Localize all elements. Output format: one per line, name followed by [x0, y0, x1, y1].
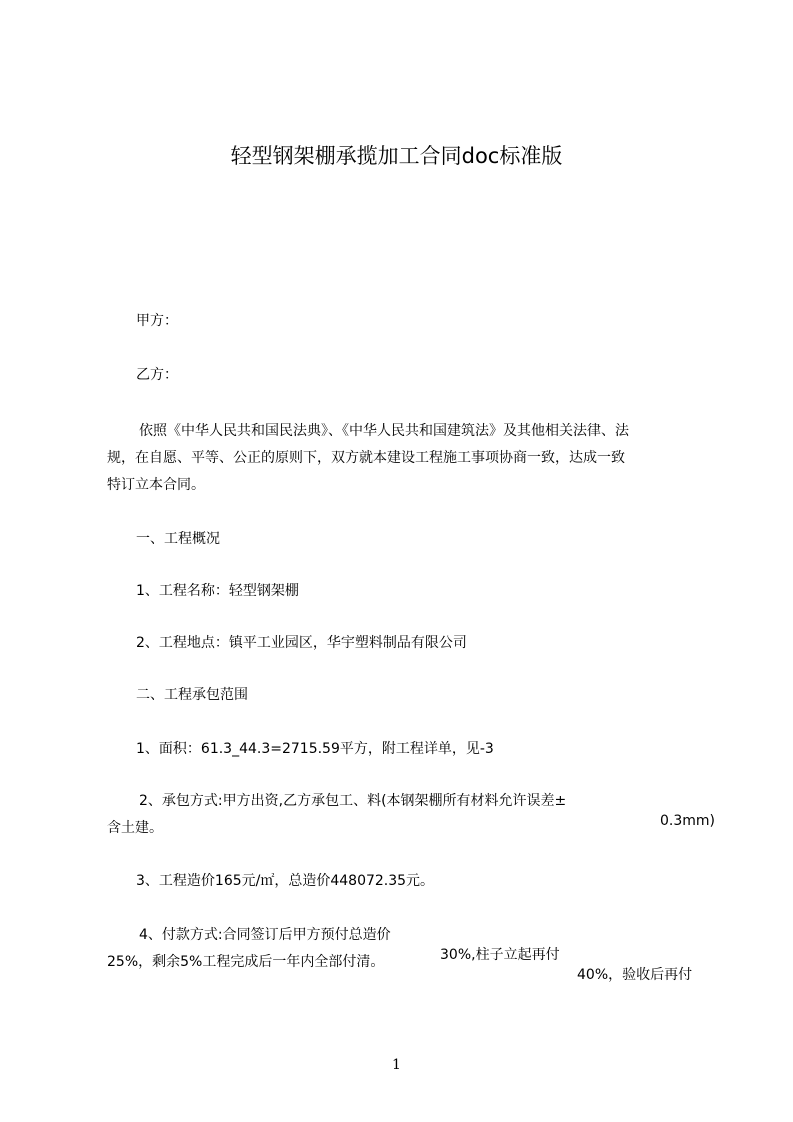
section-2-heading: [0, 665, 793, 705]
page-number: 1: [392, 1057, 401, 1073]
contract-mode-text: 2、承包方式:甲方出资,乙方承包工、料(本钢架棚所有材料允许误差±: [139, 793, 567, 809]
preamble-text-2: 规，在自愿、平等、公正的原则下，双方就本建设工程施工事项协商一致，达成一致: [107, 450, 625, 466]
section-2-item-2-continued: [0, 798, 793, 838]
section-1-heading: [0, 509, 793, 549]
preamble-line-3: [0, 455, 793, 495]
payment-text-1: 4、付款方式:合同签订后甲方预付总造价: [139, 927, 391, 943]
area-text: 1、面积：61.3_44.3=2715.59平方，附工程详单，见-3: [136, 741, 494, 757]
party-a-line: [0, 291, 793, 331]
party-a-label: 甲方：: [136, 313, 178, 329]
preamble-text-1: 依照《中华人民共和国民法典》、《中华人民共和国建筑法》及其他相关法律、法: [139, 423, 629, 439]
contract-mode-continued-text: 含土建。: [107, 820, 163, 836]
project-location-text: 2、工程地点：镇平工业园区，华宇塑料制品有限公司: [136, 635, 467, 651]
section-1-item-2: [0, 613, 793, 653]
section-1-item-1: [0, 561, 793, 601]
cost-text: 3、工程造价165元/㎡，总造价448072.35元。: [136, 873, 435, 889]
payment-text-2: 30%,柱子立起再付: [440, 947, 560, 963]
tolerance-text: 0.3mm): [660, 813, 716, 829]
party-b-line: [0, 345, 793, 385]
section-2-item-1: [0, 719, 793, 759]
party-b-label: 乙方：: [136, 367, 178, 383]
preamble-text-3: 特订立本合同。: [107, 477, 205, 493]
project-name-text: 1、工程名称：轻型钢架棚: [136, 583, 299, 599]
payment-text-continued: 25%，剩余5%工程完成后一年内全部付清。: [107, 954, 385, 970]
section-2-item-3: [0, 851, 793, 891]
section-2-item-4-continued: [0, 932, 793, 972]
document-title: 轻型钢架棚承揽加工合同doc标准版: [230, 144, 563, 168]
section-1-heading-text: 一、工程概况: [136, 531, 220, 547]
payment-text-3: 40%，验收后再付: [577, 967, 693, 983]
section-2-heading-text: 二、工程承包范围: [136, 687, 248, 703]
